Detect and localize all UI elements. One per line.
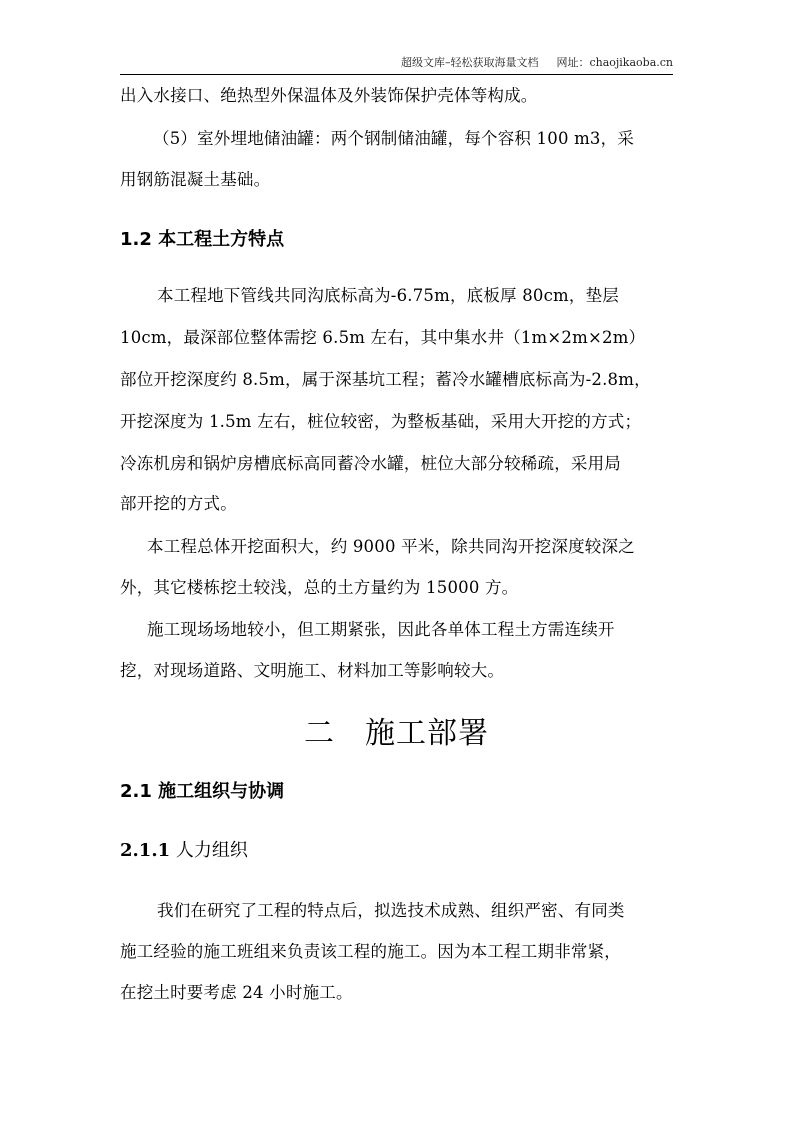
section-title: 人力组织 (175, 840, 248, 861)
chapter-title: 施工部署 (365, 716, 489, 751)
section-number: 2.1.1 (120, 840, 171, 861)
chapter-number: 二 (304, 716, 335, 751)
section-2-1-1-heading (120, 840, 248, 862)
paragraph-line: 施工经验的施工班组来负责该工程的施工。因为本工程工期非常紧， (120, 942, 621, 961)
section-1-2-heading (120, 229, 284, 251)
paragraph-line: 冷冻机房和锅炉房槽底标高同蓄冷水罐，桩位大部分较稀疏，采用局 (120, 454, 621, 473)
section-number: 2.1 (120, 781, 152, 802)
paragraph-line: 部开挖的方式。 (120, 494, 237, 513)
paragraph-line: 开挖深度为 1.5m 左右，桩位较密，为整板基础，采用大开挖的方式； (120, 412, 642, 431)
section-2-1-heading (120, 781, 284, 803)
paragraph-line: 施工现场场地较小，但工期紧张，因此各单体工程土方需连续开 (147, 620, 615, 639)
paragraph-5-line-2: 用钢筋混凝土基础。 (120, 170, 271, 189)
section-title: 施工组织与协调 (158, 781, 285, 802)
paragraph-continued: 出入水接口、绝热型外保温体及外装饰保护壳体等构成。 (120, 86, 538, 105)
paragraph-line: 部位开挖深度约 8.5m，属于深基坑工程；蓄冷水罐槽底标高为-2.8m， (120, 370, 651, 389)
paragraph-line: 在挖土时要考虑 24 小时施工。 (120, 983, 353, 1002)
paragraph-line: 本工程地下管线共同沟底标高为-6.75m，底板厚 80cm，垫层 (157, 286, 619, 305)
header-url-label: 网址： (556, 56, 590, 69)
paragraph-line: 我们在研究了工程的特点后，拟选技术成熟、组织严密、有同类 (157, 901, 625, 920)
paragraph-5-line-1: （5）室外埋地储油罐：两个钢制储油罐，每个容积 100 m3，采 (153, 129, 635, 148)
header-url[interactable]: chaojikaoba.cn (589, 56, 673, 69)
paragraph-line: 10cm，最深部位整体需挖 6.5m 左右，其中集水井（1m×2m×2m） (120, 328, 646, 347)
paragraph-line: 挖，对现场道路、文明施工、材料加工等影响较大。 (120, 661, 505, 680)
page-header (120, 55, 673, 75)
paragraph-line: 外，其它楼栋挖土较浅，总的土方量约为 15000 方。 (120, 578, 519, 597)
section-number: 1.2 (120, 229, 152, 250)
chapter-2-heading (0, 716, 793, 752)
paragraph-line: 本工程总体开挖面积大，约 9000 平米，除共同沟开挖深度较深之 (147, 537, 635, 556)
header-site-name: 超级文库–轻松获取海量文档 (400, 56, 539, 69)
section-title: 本工程土方特点 (158, 229, 285, 250)
